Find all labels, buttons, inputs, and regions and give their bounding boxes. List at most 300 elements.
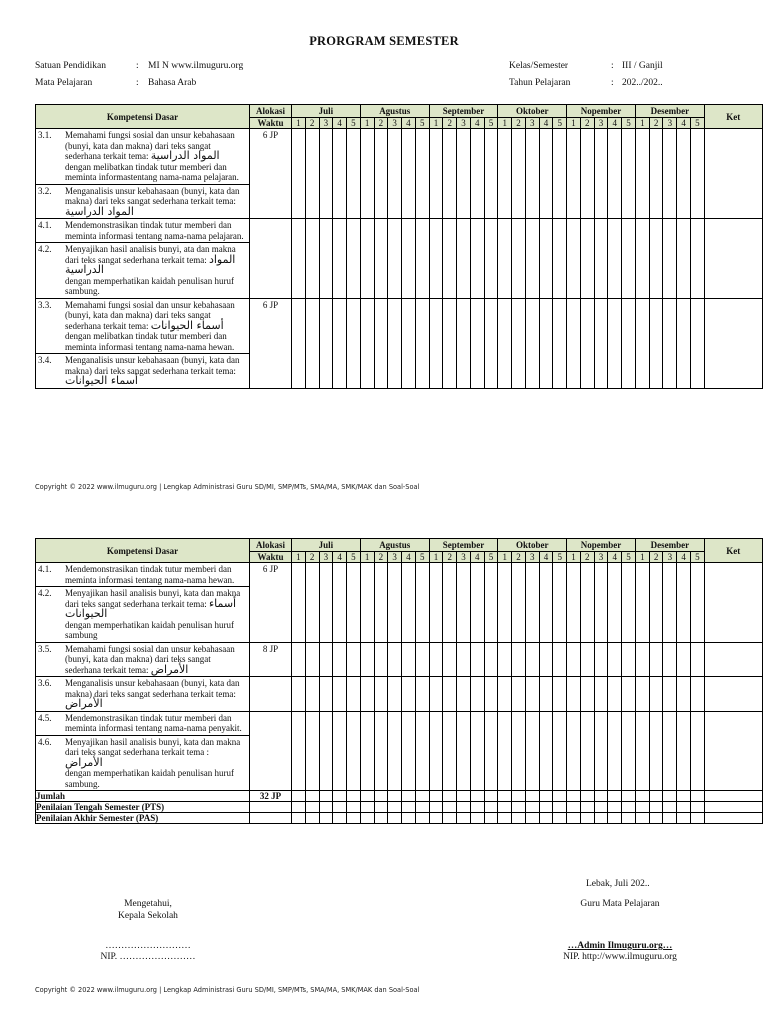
schedule-cell [305,219,319,299]
schedule-cell [649,642,663,677]
schedule-cell [319,298,333,388]
schedule-cell [347,677,361,712]
schedule-cell [580,563,594,643]
schedule-cell [429,298,443,388]
header-week: 4 [333,552,347,563]
schedule-cell [443,813,457,824]
schedule-cell [292,642,306,677]
schedule-cell [470,642,484,677]
schedule-cell [635,711,649,791]
header-week: 1 [635,118,649,129]
schedule-cell [580,813,594,824]
schedule-cell [608,219,622,299]
schedule-cell [484,563,498,643]
schedule-cell [333,802,347,813]
header-week: 4 [677,552,691,563]
schedule-cell [677,791,691,802]
schedule-cell [553,642,567,677]
schedule-cell [635,677,649,712]
schedule-cell [525,298,539,388]
schedule-cell [388,791,402,802]
schedule-cell [539,813,553,824]
header-month: Agustus [360,105,429,118]
header-waktu: Waktu [250,552,292,563]
schedule-cell [333,711,347,791]
table-row [36,219,763,243]
schedule-cell [635,298,649,388]
schedule-cell [594,802,608,813]
schedule-cell [415,791,429,802]
schedule-cell [305,642,319,677]
schedule-cell [484,677,498,712]
schedule-cell [429,791,443,802]
schedule-cell [305,802,319,813]
schedule-cell [319,711,333,791]
schedule-cell [608,129,622,219]
kd-text: Memahami fungsi sosial dan unsur kebahasaan (bunyi, kata dan makna) dari teks sangat sederhana terkait tema: الأمراض [65,643,235,676]
header-week: 2 [443,552,457,563]
schedule-cell [443,298,457,388]
schedule-cell [539,642,553,677]
header-week: 3 [594,552,608,563]
schedule-cell [292,298,306,388]
schedule-cell [374,563,388,643]
header-week: 1 [292,118,306,129]
schedule-cell [457,298,471,388]
schedule-cell [388,563,402,643]
schedule-cell [677,563,691,643]
jumlah-value: 32 JP [250,791,292,802]
kd-text: Mendemonstrasikan tindak tutur memberi dan meminta informasi tentang nama-nama pelajaran. [65,220,244,241]
schedule-cell [594,791,608,802]
schedule-cell [319,129,333,219]
schedule-cell [704,677,762,712]
schedule-cell [663,677,677,712]
schedule-cell [498,219,512,299]
schedule-cell [580,642,594,677]
schedule-cell [498,813,512,824]
schedule-cell [690,711,704,791]
schedule-cell [319,802,333,813]
table-row [36,642,763,677]
schedule-cell [347,813,361,824]
header-week: 1 [635,552,649,563]
header-month: Nopember [567,105,636,118]
schedule-cell [429,802,443,813]
tahun-value: 202../202.. [622,78,663,88]
schedule-cell [305,791,319,802]
schedule-cell [608,791,622,802]
schedule-cell [512,129,526,219]
alokasi-cell: 6 JP [250,298,292,388]
schedule-cell [333,813,347,824]
kd-number: 3.1. [38,130,52,140]
schedule-cell [429,813,443,824]
schedule-cell [470,219,484,299]
schedule-cell [525,677,539,712]
kd-text: Menyajikan hasil analisis bunyi, kata dan makna dari teks sangat sederhana terkait tema: أسماء الحيوانات dengan memperhatikan kaidah penulisan huruf sambung [65,588,241,640]
jumlah-label: Jumlah [36,791,250,802]
header-week: 3 [663,552,677,563]
kd-number: 3.5. [38,643,52,654]
schedule-cell [484,802,498,813]
schedule-cell [608,813,622,824]
schedule-cell [347,563,361,643]
header-month: Desember [635,105,704,118]
schedule-cell [402,219,416,299]
copyright-footer: Copyright © 2022 www.ilmuguru.org | Lengkap Administrasi Guru SD/MI, SMP/MTs, SMA/MA, SMK/MAK dan Soal-Soal [35,483,420,491]
schedule-cell [333,791,347,802]
header-week: 4 [402,552,416,563]
schedule-cell [374,791,388,802]
schedule-cell [539,298,553,388]
schedule-cell [690,677,704,712]
schedule-cell [470,563,484,643]
schedule-cell [498,129,512,219]
schedule-cell [567,813,581,824]
table-row [36,298,763,354]
header-week: 2 [305,118,319,129]
schedule-cell [567,642,581,677]
schedule-cell [402,129,416,219]
schedule-cell [457,791,471,802]
schedule-cell [402,791,416,802]
schedule-cell [608,642,622,677]
schedule-cell [690,813,704,824]
schedule-cell [567,711,581,791]
schedule-cell [374,298,388,388]
schedule-cell [512,642,526,677]
schedule-cell [457,563,471,643]
schedule-cell [663,791,677,802]
schedule-cell [498,677,512,712]
schedule-cell [498,802,512,813]
header-week: 5 [690,552,704,563]
schedule-cell [580,298,594,388]
header-week: 5 [484,118,498,129]
kd-number: 4.1. [38,220,52,230]
schedule-cell [622,791,636,802]
header-week: 1 [292,552,306,563]
page-title: PRORGRAM SEMESTER [309,34,459,48]
schedule-cell [402,298,416,388]
schedule-cell [608,711,622,791]
kepala-name: ……………………… [105,941,191,951]
schedule-cell [319,677,333,712]
schedule-cell [415,642,429,677]
schedule-cell [635,563,649,643]
header-week: 1 [429,118,443,129]
kd-number: 4.5. [38,712,52,723]
schedule-cell [305,813,319,824]
header-week: 4 [677,118,691,129]
header-week: 3 [525,552,539,563]
table-row [36,563,763,587]
schedule-cell [305,298,319,388]
kepala-nip: NIP. …………………… [100,952,196,962]
kelas-value: III / Ganjil [622,61,663,71]
schedule-cell [525,802,539,813]
schedule-cell [677,219,691,299]
schedule-cell [388,219,402,299]
schedule-cell [567,298,581,388]
schedule-cell [553,298,567,388]
schedule-cell [305,711,319,791]
table-row [36,677,763,712]
schedule-cell [347,802,361,813]
schedule-cell [388,802,402,813]
schedule-cell [360,563,374,643]
alokasi-cell: 6 JP [250,563,292,643]
schedule-cell [512,563,526,643]
schedule-cell [649,677,663,712]
header-week: 5 [484,552,498,563]
place-date: Lebak, Juli 202.. [586,879,650,889]
header-week: 1 [498,552,512,563]
schedule-cell [305,129,319,219]
schedule-cell [415,813,429,824]
schedule-cell [553,791,567,802]
schedule-cell [512,813,526,824]
schedule-cell [622,802,636,813]
schedule-cell [484,129,498,219]
header-month: Oktober [498,539,567,552]
schedule-cell [704,563,762,643]
header-week: 3 [388,552,402,563]
schedule-cell [580,219,594,299]
schedule-cell [415,129,429,219]
schedule-cell [443,711,457,791]
schedule-cell [635,791,649,802]
schedule-cell [580,129,594,219]
schedule-cell [415,298,429,388]
schedule-cell [567,677,581,712]
schedule-cell [539,802,553,813]
header-week: 3 [594,118,608,129]
header-week: 2 [580,552,594,563]
schedule-cell [374,677,388,712]
header-week: 3 [319,552,333,563]
schedule-cell [690,791,704,802]
schedule-cell [512,802,526,813]
schedule-cell [429,642,443,677]
kd-number: 4.2. [38,244,52,254]
schedule-cell [457,642,471,677]
schedule-cell [553,711,567,791]
schedule-cell [360,711,374,791]
schedule-cell [553,677,567,712]
schedule-cell [663,813,677,824]
schedule-cell [649,219,663,299]
schedule-cell [622,711,636,791]
header-month: Juli [292,105,361,118]
schedule-cell [333,298,347,388]
guru-nip: NIP. http://www.ilmuguru.org [563,952,677,962]
schedule-cell [470,791,484,802]
alokasi-cell [250,677,292,712]
schedule-cell [677,813,691,824]
header-week: 5 [415,552,429,563]
schedule-cell [292,711,306,791]
schedule-cell [498,642,512,677]
schedule-cell [649,298,663,388]
header-week: 2 [305,552,319,563]
schedule-cell [690,802,704,813]
schedule-cell [677,298,691,388]
schedule-cell [649,563,663,643]
kd-cell [36,735,250,791]
header-week: 1 [360,552,374,563]
header-alokasi: Alokasi [250,105,292,118]
schedule-cell [374,802,388,813]
schedule-cell [360,813,374,824]
header-month: Juli [292,539,361,552]
schedule-cell [292,563,306,643]
kd-cell [36,184,250,219]
schedule-cell [415,219,429,299]
kd-number: 3.2. [38,185,52,196]
schedule-cell [553,129,567,219]
schedule-cell [484,791,498,802]
header-week: 2 [512,552,526,563]
header-month: Agustus [360,539,429,552]
kd-text: Memahami fungsi sosial dan unsur kebahasaan (bunyi, kata dan makna) dari teks sangat sederhana terkait tema: أسماء الحيوانات dengan melibatkan tindak tutur memberi dan meminta informasi tentang nama-nama hewan. [65,299,235,352]
pts-label: Penilaian Tengah Semester (PTS) [36,802,250,813]
schedule-cell [512,298,526,388]
schedule-cell [457,677,471,712]
schedule-cell [443,642,457,677]
header-week: 5 [622,552,636,563]
kepala-label: Kepala Sekolah [118,911,178,921]
schedule-cell [525,219,539,299]
program-table-2 [35,538,763,824]
schedule-cell [443,129,457,219]
schedule-cell [635,219,649,299]
schedule-cell [649,813,663,824]
schedule-cell [484,298,498,388]
schedule-cell [580,802,594,813]
schedule-cell [470,813,484,824]
schedule-cell [484,813,498,824]
schedule-cell [498,563,512,643]
schedule-cell [539,677,553,712]
schedule-cell [553,219,567,299]
schedule-cell [484,219,498,299]
schedule-cell [347,711,361,791]
header-week: 5 [622,118,636,129]
schedule-cell [470,298,484,388]
schedule-cell [594,129,608,219]
schedule-cell [539,563,553,643]
schedule-cell [704,642,762,677]
schedule-cell [525,642,539,677]
table-row [36,711,763,735]
header-week: 4 [333,118,347,129]
copyright-footer: Copyright © 2022 www.ilmuguru.org | Lengkap Administrasi Guru SD/MI, SMP/MTs, SMA/MA, SMK/MAK dan Soal-Soal [35,986,420,994]
schedule-cell [677,711,691,791]
schedule-cell [512,711,526,791]
schedule-cell [704,802,762,813]
schedule-cell [594,813,608,824]
schedule-cell [457,711,471,791]
schedule-cell [402,677,416,712]
schedule-cell [525,711,539,791]
header-week: 2 [512,118,526,129]
header-ket: Ket [704,539,762,563]
schedule-cell [429,129,443,219]
schedule-cell [498,711,512,791]
schedule-cell [388,642,402,677]
schedule-cell [525,563,539,643]
header-week: 5 [553,118,567,129]
schedule-cell [374,219,388,299]
kd-number: 4.2. [38,588,52,598]
schedule-cell [567,563,581,643]
kd-text: Menganalisis unsur kebahasaan (bunyi, kata dan makna) dari teks sangat sederhana terkait tema: الأمراض [65,678,240,710]
kd-cell [36,298,250,354]
schedule-cell [498,298,512,388]
schedule-cell [539,219,553,299]
schedule-cell [333,642,347,677]
schedule-cell [649,791,663,802]
alokasi-cell [250,711,292,791]
tahun-label: Tahun Pelajaran [509,78,571,88]
kd-cell [36,642,250,677]
schedule-cell [663,298,677,388]
alokasi-cell [250,219,292,299]
header-week: 1 [360,118,374,129]
header-week: 1 [429,552,443,563]
schedule-cell [374,129,388,219]
schedule-cell [443,791,457,802]
schedule-cell [635,802,649,813]
schedule-cell [319,642,333,677]
header-alokasi: Alokasi [250,539,292,552]
schedule-cell [402,563,416,643]
schedule-cell [539,791,553,802]
kd-text: Menganalisis unsur kebahasaan (bunyi, kata dan makna) dari teks sangat sederhana terkait tema: المواد الدراسية [65,185,240,218]
schedule-cell [622,642,636,677]
header-week: 3 [388,118,402,129]
schedule-cell [690,563,704,643]
mapel-label: Mata Pelajaran [35,78,93,88]
schedule-cell [622,677,636,712]
colon: : [136,61,139,71]
schedule-cell [525,129,539,219]
schedule-cell [677,129,691,219]
schedule-cell [429,677,443,712]
kd-cell [36,587,250,643]
header-week: 3 [319,118,333,129]
schedule-cell [663,129,677,219]
schedule-cell [608,298,622,388]
kd-cell [36,711,250,735]
schedule-cell [553,563,567,643]
schedule-cell [429,563,443,643]
schedule-cell [402,642,416,677]
schedule-cell [580,791,594,802]
schedule-cell [525,813,539,824]
schedule-cell [319,219,333,299]
schedule-cell [580,711,594,791]
program-table-1 [35,104,763,389]
schedule-cell [415,711,429,791]
schedule-cell [415,677,429,712]
header-week: 3 [457,552,471,563]
schedule-cell [704,813,762,824]
colon: : [136,78,139,88]
schedule-cell [663,219,677,299]
